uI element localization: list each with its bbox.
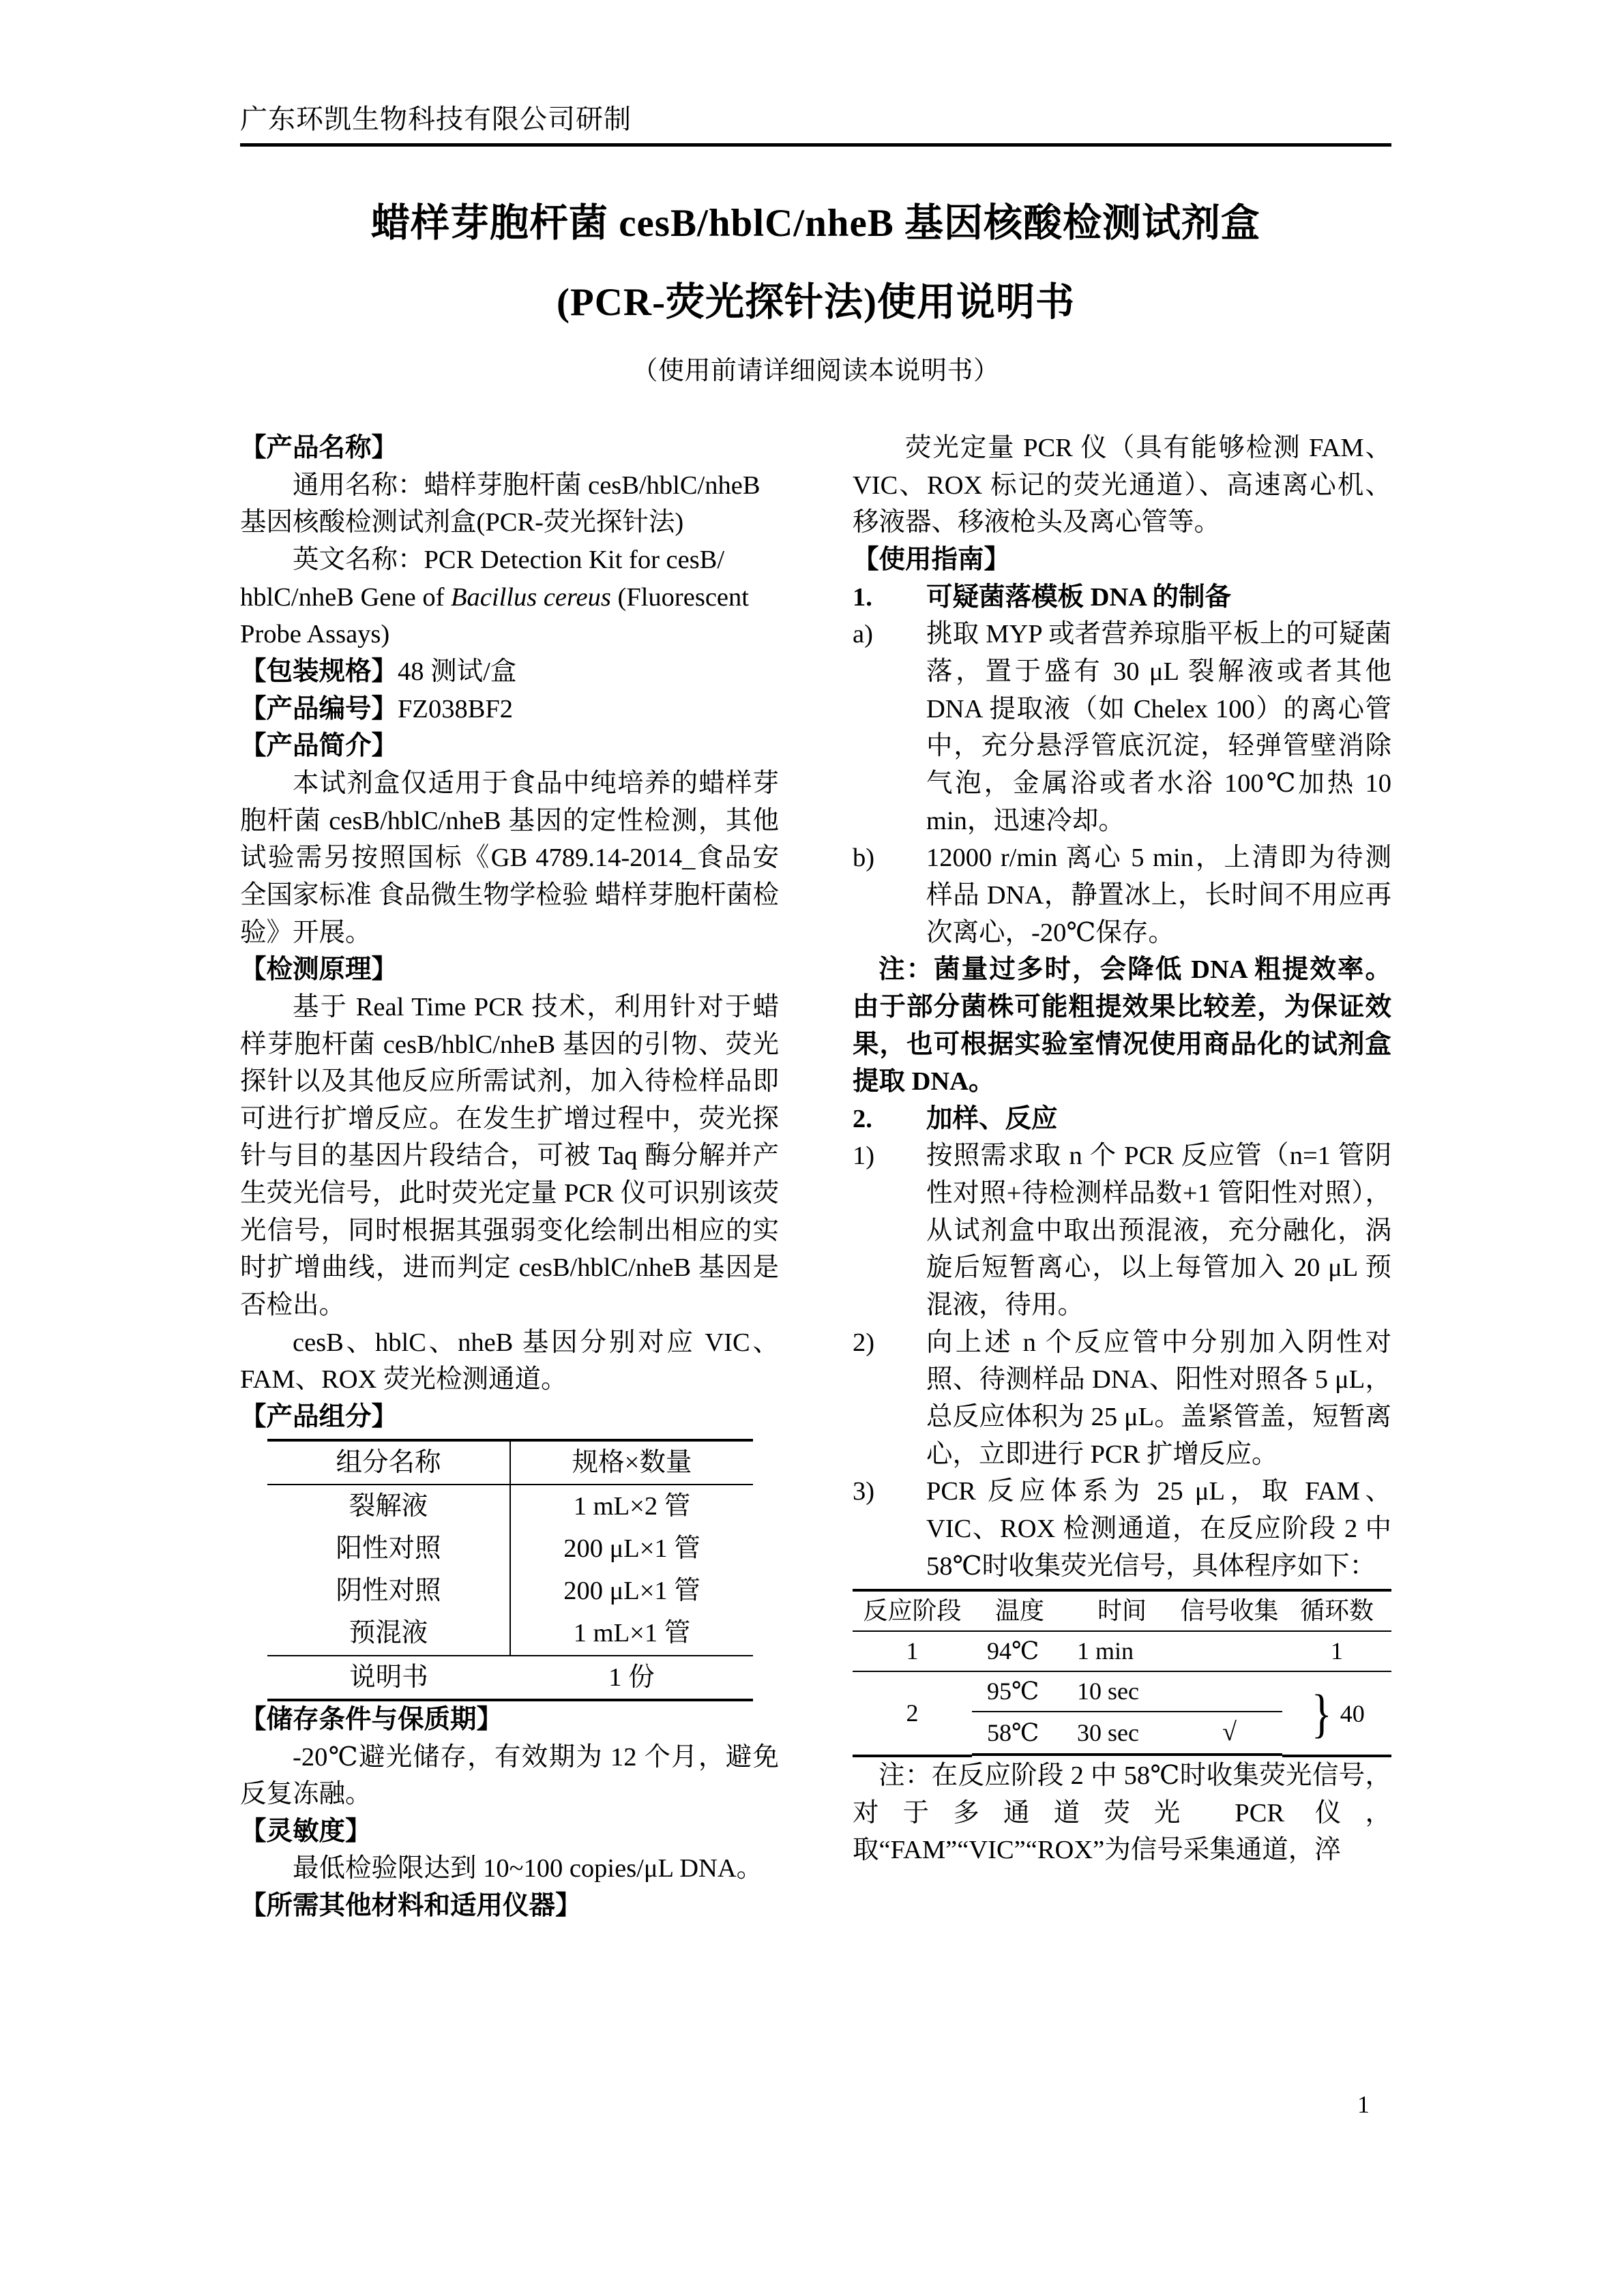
storage-text: -20℃避光储存，有效期为 12 个月，避免反复冻融。: [240, 1742, 779, 1809]
section-heading-principle: 【检测原理】: [240, 955, 398, 985]
page-title-line1: 蜡样芽胞杆菌 cesB/hblC/nheB 基因核酸检测试剂盒: [370, 202, 1261, 245]
table-row: [267, 1527, 753, 1570]
component-spec-manual: 1 份: [510, 1656, 753, 1700]
pcr-header-row: [853, 1590, 1391, 1631]
guide-step-2-marker: 2.: [853, 1104, 872, 1133]
guide-step-2-title: 加样、反应: [926, 1104, 1058, 1133]
english-name-part2: (Fluorescent: [610, 582, 749, 612]
package-spec-value: 48 测试/盒: [398, 657, 517, 686]
section-heading-product-code: 【产品编号】: [240, 694, 398, 724]
guide-step-2: [853, 1101, 1391, 1138]
pcr-table-note: 注：在反应阶段 2 中 58℃时收集荧光信号，对于多通道荧光 PCR 仪，取“FAM”“VIC”“ROX”为信号采集通道，淬: [853, 1761, 1391, 1865]
pcr-cycles: 40: [1340, 1699, 1365, 1727]
section-heading-intro: 【产品简介】: [240, 732, 398, 761]
title-read-first-note: （使用前请详细阅读本说明书）: [632, 357, 1000, 385]
guide-step-1-item-a-marker: a): [853, 620, 873, 649]
table-footer-row: [267, 1656, 753, 1700]
section-heading-package-spec: 【包装规格】: [240, 657, 398, 686]
pcr-time: 1 min: [1067, 1631, 1177, 1671]
product-generic-name-cont: 基因核酸检测试剂盒(PCR-荧光探针法): [240, 508, 684, 537]
pcr-signal: [1177, 1631, 1282, 1671]
pcr-cycles: 1: [1282, 1631, 1391, 1671]
product-code-line: [240, 691, 779, 728]
component-name: 阴性对照: [267, 1570, 510, 1612]
english-name-species: Bacillus cereus: [451, 582, 611, 612]
pcr-col-header-signal: 信号收集: [1177, 1590, 1282, 1631]
section-heading-components: 【产品组分】: [240, 1403, 398, 1432]
guide-step-1-item-b: [853, 839, 1391, 951]
section-heading-product-name: 【产品名称】: [240, 434, 398, 462]
page-number: 1: [1357, 2091, 1370, 2118]
table-row: [267, 1485, 753, 1527]
component-name: 裂解液: [267, 1485, 510, 1527]
guide-step-1-item-a-text: 挑取 MYP 或者营养琼脂平板上的可疑菌落，置于盛有 30 μL 裂解液或者其他 DNA 提取液（如 Chelex 100）的离心管中，充分悬浮管底沉淀，轻弹管壁消除气泡，金属浴或者水浴 100℃加热 10 min，迅速冷却。: [926, 620, 1391, 835]
product-english-name-cont-1: [240, 579, 779, 616]
section-heading-usage-guide: 【使用指南】: [853, 545, 1011, 574]
component-name: 阳性对照: [267, 1527, 510, 1570]
pcr-temp: 58℃: [972, 1712, 1067, 1755]
component-spec: 1 mL×2 管: [510, 1485, 753, 1527]
pcr-row-stage-2a: [853, 1671, 1391, 1712]
guide-step-2-item-2-text: 向上述 n 个反应管中分别加入阴性对照、待测样品 DNA、阳性对照各 5 μL，总反应体积为 25 μL。盖紧管盖，短暂离心，立即进行 PCR 扩增反应。: [926, 1328, 1391, 1469]
pcr-temp: 95℃: [972, 1671, 1067, 1712]
principle-paragraph-2: cesB、hblC、nheB 基因分别对应 VIC、FAM、ROX 荧光检测通道。: [240, 1328, 779, 1395]
pcr-col-header-temp: 温度: [972, 1590, 1067, 1631]
guide-step-2-item-2-marker: 2): [853, 1328, 875, 1357]
section-heading-sensitivity: 【灵敏度】: [240, 1817, 372, 1846]
pcr-row-stage-1: [853, 1631, 1391, 1671]
pcr-bottom-rule-cell: [1282, 1755, 1391, 1756]
components-col-header-name: 组分名称: [267, 1440, 510, 1485]
components-table: [267, 1439, 753, 1701]
guide-step-2-item-3-text: PCR 反应体系为 25 μL，取 FAM、VIC、ROX 检测通道，在反应阶段 2 中 58℃时收集荧光信号，具体程序如下：: [926, 1477, 1391, 1581]
title-block: [240, 194, 1391, 392]
package-spec-line: [240, 653, 779, 691]
guide-step-2-item-3-marker: 3): [853, 1477, 875, 1506]
component-name: 预混液: [267, 1612, 510, 1655]
header-divider: [240, 143, 1391, 147]
pcr-bottom-spacer: [1177, 1755, 1282, 1756]
pcr-bottom-rule-row: [853, 1755, 1391, 1756]
page-title-line2: (PCR-荧光探针法)使用说明书: [556, 280, 1076, 324]
table-header-row: [267, 1440, 753, 1485]
guide-step-1: [853, 579, 1391, 616]
product-english-name-cont-2: Probe Assays): [240, 620, 390, 649]
guide-step-1-note: 注：菌量过多时，会降低 DNA 粗提效率。由于部分菌株可能粗提效果比较差，为保证效果，也可根据实验室情况使用商品化的试剂盒提取 DNA。: [853, 955, 1391, 1097]
principle-paragraph-1: 基于 Real Time PCR 技术，利用针对于蜡样芽胞杆菌 cesB/hblC/nheB 基因的引物、荧光探针以及其他反应所需试剂，加入待检样品即可进行扩增反应。在发生扩增过程中，荧光探针与目的基因片段结合，可被 Taq 酶分解并产生荧光信号，此时荧光定量 PCR 仪可识别该荧光信号，同时根据其强弱变化绘制出相应的实时扩增曲线，进而判定 cesB/hblC/nheB 基因是否检出。: [240, 992, 779, 1320]
guide-step-1-title: 可疑菌落模板 DNA 的制备: [926, 582, 1232, 612]
guide-step-1-marker: 1.: [853, 582, 872, 612]
section-heading-other-materials: 【所需其他材料和适用仪器】: [240, 1892, 582, 1921]
pcr-bottom-rule-cell: [853, 1755, 972, 1756]
product-generic-name: 通用名称：蜡样芽胞杆菌 cesB/hblC/nheB: [293, 471, 761, 500]
guide-step-2-item-1-text: 按照需求取 n 个 PCR 反应管（n=1 管阴性对照+待检测样品数+1 管阳性对照），从试剂盒中取出预混液，充分融化，涡旋后短暂离心，以上每管加入 20 μL 预混液，待用。: [926, 1142, 1391, 1320]
component-spec: 1 mL×1 管: [573, 1619, 691, 1648]
component-spec: 200 μL×1 管: [563, 1577, 700, 1606]
guide-step-2-item-1: [853, 1137, 1391, 1324]
left-column: [240, 430, 779, 2114]
pcr-col-header-cycles: 循环数: [1282, 1590, 1391, 1631]
header-company-line: 广东环凯生物科技有限公司研制: [240, 104, 632, 134]
pcr-time: 10 sec: [1067, 1671, 1177, 1712]
guide-step-2-item-3: [853, 1473, 1391, 1585]
pcr-stage: 1: [853, 1631, 972, 1671]
section-heading-storage: 【储存条件与保质期】: [240, 1705, 503, 1734]
pcr-bottom-spacer: [1067, 1755, 1177, 1756]
pcr-program-table: [853, 1589, 1391, 1757]
pcr-col-header-stage: 反应阶段: [853, 1590, 972, 1631]
pcr-signal-check-icon: √: [1177, 1712, 1282, 1755]
sensitivity-text: 最低检验限达到 10~100 copies/μL DNA。: [293, 1854, 763, 1883]
component-name-manual: 说明书: [267, 1656, 510, 1700]
guide-step-2-item-2: [853, 1324, 1391, 1474]
components-col-header-spec: 规格×数量: [510, 1440, 753, 1485]
intro-text: 本试剂盒仅适用于食品中纯培养的蜡样芽胞杆菌 cesB/hblC/nheB 基因的定性检测，其他试验需另按照国标《GB 4789.14-2014_食品安全国家标准 食品微生物学检验 蜡样芽胞杆菌检验》开展。: [240, 769, 779, 947]
pcr-signal: [1177, 1671, 1282, 1712]
running-header: [240, 102, 1391, 147]
pcr-temp: 94℃: [972, 1631, 1067, 1671]
pcr-bottom-spacer: [972, 1755, 1067, 1756]
table-row: [267, 1612, 753, 1655]
table-row: [267, 1570, 753, 1612]
guide-step-2-item-1-marker: 1): [853, 1142, 875, 1171]
product-english-name: 英文名称：PCR Detection Kit for cesB/: [293, 545, 725, 574]
pcr-time: 30 sec: [1067, 1712, 1177, 1755]
pcr-col-header-time: 时间: [1067, 1590, 1177, 1631]
product-code-value: FZ038BF2: [398, 694, 514, 724]
right-column: [853, 430, 1391, 2114]
pcr-stage: 2: [853, 1671, 972, 1755]
pcr-cycles-braced: [1282, 1671, 1391, 1755]
guide-step-1-item-a: [853, 616, 1391, 839]
guide-step-1-item-b-marker: b): [853, 844, 875, 873]
brace-glyph: }: [1312, 1684, 1332, 1744]
english-name-part1: hblC/nheB Gene of: [240, 582, 452, 612]
component-spec: 200 μL×1 管: [563, 1534, 700, 1564]
guide-step-1-item-b-text: 12000 r/min 离心 5 min，上清即为待测样品 DNA，静置冰上，长时间不用应再次离心，-20℃保存。: [926, 844, 1391, 947]
instruments-text: 荧光定量 PCR 仪（具有能够检测 FAM、VIC、ROX 标记的荧光通道）、高速离心机、移液器、移液枪头及离心管等。: [853, 434, 1391, 537]
body-columns: [240, 430, 1391, 2114]
